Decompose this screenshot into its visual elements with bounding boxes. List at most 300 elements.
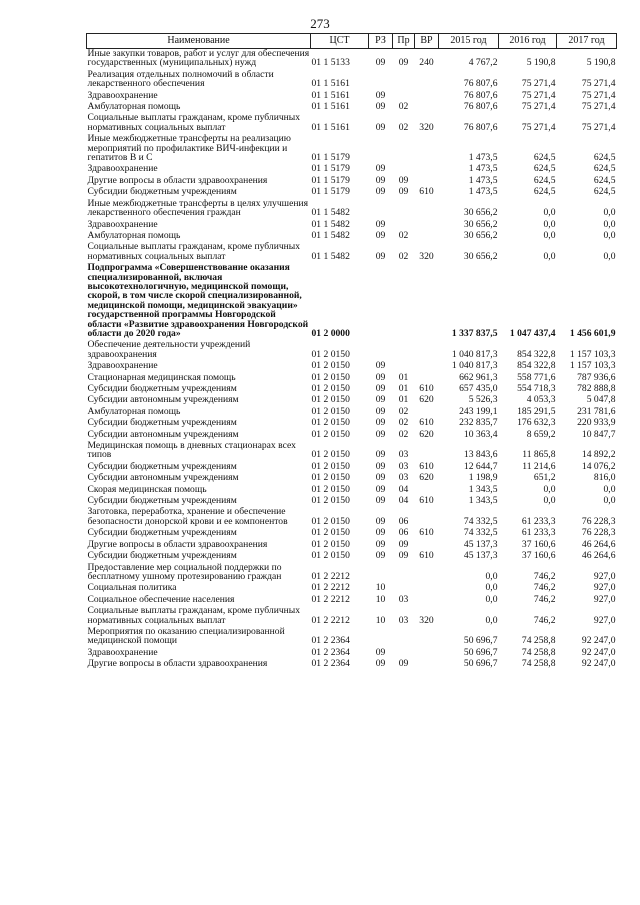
table-row [87,199,617,220]
row-rz: 09 [375,449,386,461]
table-row [87,528,617,539]
row-vr [415,231,439,242]
row-value-2015: 1 343,5 [468,495,498,507]
row-value-2017: 231 781,6 [577,405,616,417]
row-rz [369,263,393,340]
row-value-2017: 92 247,0 [581,635,616,647]
row-rz: 09 [375,483,386,495]
row-vr: 320 [419,121,434,133]
row-value-2016: 11 865,8 [522,449,556,461]
row-cst: 01 2 0150 [311,449,350,461]
row-rz: 09 [375,250,386,262]
row-value-2016: 624,5 [533,163,556,175]
row-value-2017: 624,5 [593,174,616,186]
row-value-2015: 50 696,7 [463,658,498,670]
row-cst: 01 1 5482 [311,218,350,230]
row-value-2016: 746,2 [533,593,556,605]
row-value-2016: 185 291,5 [517,405,556,417]
table-row [87,563,617,584]
page-number: 273 [310,16,330,31]
row-vr: 610 [419,460,434,472]
row-value-2017: 76 228,3 [581,515,616,527]
row-name: Здравоохранение [87,218,158,230]
row-value-2017: 76 228,3 [581,527,616,539]
row-pr [393,340,415,361]
row-rz: 09 [375,174,386,186]
row-value-2016: 11 214,6 [522,460,556,472]
row-value-2017: 624,5 [593,163,616,175]
row-vr [415,340,439,361]
row-name: Субсидии бюджетным учреждениям [87,417,237,429]
row-cst: 01 2 2212 [311,570,350,582]
row-cst: 01 2 2364 [311,635,350,647]
row-pr: 04 [398,483,409,495]
row-value-2016: 176 632,3 [517,417,556,429]
row-value-2015: 5 526,3 [468,394,498,406]
row-pr: 02 [398,417,409,429]
row-pr: 03 [398,614,409,626]
row-value-2017: 1 157 103,3 [569,360,616,372]
row-rz: 09 [375,89,386,101]
row-value-2016: 558 771,6 [517,371,556,383]
row-cst: 01 2 0150 [311,383,350,394]
row-value-2017: 75 271,4 [581,101,616,113]
row-value-2015: 50 696,7 [463,635,498,647]
row-value-2017: 5 047,8 [586,394,616,406]
row-value-2017: 75 271,4 [581,89,616,101]
row-cst: 01 1 5482 [311,207,350,219]
row-value-2017: 46 264,6 [581,538,616,550]
row-value-2015: 30 656,2 [463,250,498,262]
row-name: Социальные выплаты гражданам, кроме публичных нормативных социальных выплат [87,241,301,262]
row-cst: 01 2 0150 [311,527,350,539]
row-value-2016: 746,2 [533,582,556,594]
row-value-2017: 624,5 [593,186,616,198]
row-vr [415,563,439,584]
row-vr [415,102,439,113]
row-pr: 09 [398,174,409,186]
row-value-2017: 1 456 601,9 [569,327,616,339]
row-vr [415,627,439,648]
row-value-2015: 13 843,6 [463,449,498,461]
row-cst: 01 2 2212 [311,593,350,605]
row-cst: 01 2 0150 [311,515,350,527]
row-value-2015: 10 363,4 [463,428,498,440]
row-vr: 240 [419,57,434,69]
row-cst: 01 2 2364 [311,646,350,658]
row-name: Социальные выплаты гражданам, кроме публичных нормативных социальных выплат [87,112,301,133]
row-cst: 01 1 5179 [311,174,350,186]
row-cst: 01 1 5179 [311,186,350,198]
row-value-2015: 0,0 [485,582,498,594]
row-value-2015: 74 332,5 [463,515,498,527]
header-name: Наименование [87,34,311,49]
row-rz: 09 [375,394,386,406]
row-name: Субсидии автономным учреждениям [87,472,239,484]
row-value-2016: 37 160,6 [521,538,556,550]
row-name: Скорая медицинская помощь [87,483,207,495]
row-value-2017: 14 076,2 [581,460,616,472]
table-row [87,473,617,484]
row-rz: 09 [375,495,386,507]
row-name: Амбулаторная помощь [87,101,181,113]
row-rz: 09 [375,121,386,133]
row-rz: 09 [375,538,386,550]
row-name: Субсидии бюджетным учреждениям [87,186,237,198]
row-name: Здравоохранение [87,163,158,175]
row-value-2016: 0,0 [543,483,556,495]
row-vr [415,199,439,220]
row-cst: 01 2 0150 [311,360,350,372]
row-name: Медицинская помощь в дневных стационарах всех типов [87,440,296,461]
row-cst: 01 2 0150 [311,417,350,429]
row-rz: 09 [375,218,386,230]
row-value-2016: 74 258,8 [521,646,556,658]
row-name: Здравоохранение [87,646,158,658]
table-row [87,606,617,627]
row-rz: 09 [375,405,386,417]
row-value-2016: 74 258,8 [521,635,556,647]
row-cst: 01 2 0150 [311,538,350,550]
row-name: Мероприятия по оказанию специализированной медицинской помощи [87,625,285,647]
row-value-2015: 232 835,7 [459,417,498,429]
row-value-2017: 816,0 [593,472,616,484]
row-value-2015: 76 807,6 [463,121,498,133]
row-value-2015: 76 807,6 [463,78,498,90]
row-pr: 03 [398,593,409,605]
row-vr [415,659,439,670]
row-rz [369,70,393,91]
row-rz: 09 [375,417,386,429]
row-rz: 09 [375,515,386,527]
row-value-2016: 75 271,4 [521,89,556,101]
row-pr [393,563,415,584]
row-value-2017: 5 190,8 [586,57,616,69]
row-pr [393,583,415,594]
table-row [87,507,617,528]
row-value-2016: 624,5 [533,186,556,198]
row-name: Другие вопросы в области здравоохранения [87,538,268,550]
table-row [87,134,617,164]
row-value-2016: 0,0 [543,218,556,230]
row-rz: 09 [375,360,386,372]
row-cst: 01 2 0150 [311,371,350,383]
row-pr: 09 [398,186,409,198]
table-row [87,70,617,91]
row-value-2016: 75 271,4 [521,78,556,90]
row-vr [415,91,439,102]
row-pr: 09 [398,550,409,562]
row-value-2015: 30 656,2 [463,218,498,230]
row-value-2016: 746,2 [533,614,556,626]
row-pr [393,263,415,340]
row-vr: 610 [419,383,434,394]
row-cst: 01 2 0150 [311,348,350,360]
row-value-2016: 74 258,8 [521,658,556,670]
row-pr: 03 [398,449,409,461]
row-value-2016: 75 271,4 [521,101,556,113]
row-value-2015: 45 137,3 [463,538,498,550]
table-row [87,187,617,198]
header-rz: РЗ [369,34,393,49]
table-row [87,441,617,462]
row-cst: 01 1 5133 [311,57,350,69]
row-pr: 04 [398,495,409,507]
table-row [87,263,617,340]
row-name: Социальная политика [87,582,177,594]
row-cst: 01 1 5161 [311,78,350,90]
row-vr [415,583,439,594]
row-value-2015: 1 343,5 [468,483,498,495]
row-value-2017: 787 936,6 [577,371,616,383]
row-name: Заготовка, переработка, хранение и обеспечение безопасности донорской крови и ее компонентов [87,506,288,527]
row-vr [415,595,439,606]
row-rz [369,134,393,164]
row-value-2016: 0,0 [543,250,556,262]
row-rz: 10 [375,614,386,626]
row-value-2016: 854 322,8 [517,348,556,360]
row-pr: 09 [398,658,409,670]
row-value-2017: 927,0 [593,582,616,594]
row-pr: 02 [398,101,409,113]
row-cst: 01 2 0150 [311,428,350,440]
row-value-2015: 1 473,5 [468,152,498,164]
row-cst: 01 1 5482 [311,250,350,262]
row-value-2017: 0,0 [603,495,616,507]
row-pr: 01 [398,371,409,383]
row-pr [393,199,415,220]
row-rz: 09 [375,57,386,69]
row-name: Субсидии бюджетным учреждениям [87,495,237,507]
row-value-2015: 1 198,9 [468,472,498,484]
table-row [87,49,617,70]
row-value-2017: 220 933,9 [577,417,616,429]
row-pr: 09 [398,538,409,550]
row-value-2016: 8 659,2 [526,428,556,440]
table-row [87,659,617,670]
row-value-2016: 554 718,3 [517,383,556,394]
row-pr: 06 [398,527,409,539]
row-value-2016: 746,2 [533,570,556,582]
row-value-2015: 662 961,3 [459,371,498,383]
row-value-2017: 0,0 [603,250,616,262]
row-name: Предоставление мер социальной поддержки по бесплатному ушному протезированию граждан [87,561,282,582]
row-cst: 01 2 0150 [311,550,350,562]
row-cst: 01 1 5482 [311,229,350,241]
row-value-2016: 61 233,3 [521,515,556,527]
table-row [87,418,617,429]
table-row [87,242,617,263]
row-vr [415,263,439,340]
row-value-2015: 1 473,5 [468,186,498,198]
row-value-2015: 50 696,7 [463,646,498,658]
row-cst: 01 2 0150 [311,405,350,417]
row-value-2017: 0,0 [603,218,616,230]
table-row [87,583,617,594]
row-name: Другие вопросы в области здравоохранения [87,174,268,186]
row-value-2015: 0,0 [485,570,498,582]
row-value-2017: 10 847,7 [581,428,616,440]
row-rz: 09 [375,229,386,241]
row-pr [393,627,415,648]
row-cst: 01 1 5179 [311,163,350,175]
row-name: Стационарная медицинская помощь [87,371,236,383]
row-vr [415,441,439,462]
row-value-2017: 927,0 [593,593,616,605]
row-pr: 02 [398,250,409,262]
row-vr: 610 [419,417,434,429]
row-name: Субсидии бюджетным учреждениям [87,460,237,472]
table-body [87,49,617,671]
row-value-2017: 92 247,0 [581,658,616,670]
row-value-2016: 651,2 [533,472,556,484]
table-row [87,340,617,361]
row-vr: 320 [419,614,434,626]
row-rz: 09 [375,527,386,539]
row-name: Подпрограмма «Совершенствование оказания специализированной, включая высокотехнологичную, медицинской помощи, скорой, в том числе скорой специализированной, медицинской помощи, медицинской эвакуации» государственной программы Новгородской области «Развитие здравоохранения Новгородской области до 2020 года» [87,262,309,339]
row-name: Амбулаторная помощь [87,229,181,241]
table-row [87,361,617,372]
row-pr: 02 [398,428,409,440]
row-vr: 320 [419,250,434,262]
row-value-2015: 30 656,2 [463,229,498,241]
row-value-2016: 61 233,3 [521,527,556,539]
row-value-2015: 76 807,6 [463,101,498,113]
row-cst: 01 2 0000 [311,327,350,339]
row-vr [415,70,439,91]
header-cst: ЦСТ [311,34,369,49]
row-rz: 09 [375,460,386,472]
row-rz: 09 [375,383,386,394]
row-rz: 09 [375,163,386,175]
row-value-2015: 243 199,1 [459,405,498,417]
row-vr [415,164,439,175]
row-rz [369,199,393,220]
row-rz: 10 [375,593,386,605]
row-value-2016: 624,5 [533,152,556,164]
row-name: Реализация отдельных полномочий в области лекарственного обеспечения [87,68,274,90]
row-rz: 09 [375,472,386,484]
row-value-2017: 46 264,6 [581,550,616,562]
row-value-2016: 5 190,8 [526,57,556,69]
row-pr: 03 [398,460,409,472]
row-value-2017: 927,0 [593,614,616,626]
row-name: Иные межбюджетные трансферты в целях улучшения лекарственного обеспечения граждан [87,197,309,219]
row-vr: 610 [419,495,434,507]
row-vr [415,134,439,164]
row-name: Субсидии бюджетным учреждениям [87,383,237,394]
row-rz: 09 [375,101,386,113]
row-name: Субсидии бюджетным учреждениям [87,550,237,562]
row-vr: 610 [419,527,434,539]
row-value-2015: 0,0 [485,593,498,605]
header-2015: 2015 год [439,34,499,49]
row-vr [415,507,439,528]
row-rz: 09 [375,186,386,198]
row-name: Здравоохранение [87,89,158,101]
row-value-2017: 624,5 [593,152,616,164]
header-pr: Пр [393,34,415,49]
row-pr: 01 [398,394,409,406]
row-vr: 610 [419,550,434,562]
row-value-2015: 45 137,3 [463,550,498,562]
row-vr [415,220,439,231]
row-pr: 06 [398,515,409,527]
row-cst: 01 2 2364 [311,658,350,670]
row-vr [415,361,439,372]
row-value-2017: 92 247,0 [581,646,616,658]
row-rz: 09 [375,646,386,658]
row-value-2015: 1 040 817,3 [451,360,498,372]
row-pr [393,134,415,164]
row-cst: 01 1 5161 [311,101,350,113]
row-name: Субсидии бюджетным учреждениям [87,527,237,539]
row-rz [369,340,393,361]
row-rz [369,563,393,584]
header-vr: ВР [415,34,439,49]
table-header-row [87,34,617,49]
row-value-2015: 1 337 837,5 [451,327,498,339]
row-value-2017: 0,0 [603,207,616,219]
row-cst: 01 1 5179 [311,152,350,164]
row-cst: 01 2 2212 [311,614,350,626]
row-value-2017: 0,0 [603,483,616,495]
row-value-2015: 0,0 [485,614,498,626]
row-pr: 02 [398,229,409,241]
row-vr: 620 [419,394,434,406]
row-value-2015: 30 656,2 [463,207,498,219]
row-pr: 02 [398,121,409,133]
row-value-2017: 0,0 [603,229,616,241]
row-rz: 09 [375,428,386,440]
row-name: Социальные выплаты гражданам, кроме публичных нормативных социальных выплат [87,605,301,626]
row-value-2016: 0,0 [543,229,556,241]
table-row [87,113,617,134]
row-pr: 01 [398,383,409,394]
table-row [87,551,617,562]
row-rz: 09 [375,658,386,670]
row-name: Субсидии автономным учреждениям [87,394,239,406]
row-value-2017: 927,0 [593,570,616,582]
row-cst: 01 2 0150 [311,495,350,507]
row-value-2015: 1 473,5 [468,174,498,186]
row-value-2015: 657 435,0 [459,383,498,394]
row-name: Амбулаторная помощь [87,405,181,417]
row-cst: 01 2 0150 [311,472,350,484]
row-name: Иные закупки товаров, работ и услуг для обеспечения государственных (муниципальных) нужд [87,48,310,69]
row-rz: 09 [375,371,386,383]
header-2017: 2017 год [557,34,617,49]
row-cst: 01 1 5161 [311,89,350,101]
header-2016: 2016 год [499,34,557,49]
row-value-2015: 12 644,7 [463,460,498,472]
row-name: Социальное обеспечение населения [87,593,235,605]
row-cst: 01 1 5161 [311,121,350,133]
row-value-2017: 1 157 103,3 [569,348,616,360]
row-cst: 01 2 0150 [311,460,350,472]
row-rz: 09 [375,550,386,562]
row-vr: 610 [419,186,434,198]
row-cst: 01 2 0150 [311,483,350,495]
row-value-2015: 1 473,5 [468,163,498,175]
row-rz: 10 [375,582,386,594]
row-name: Субсидии автономным учреждениям [87,428,239,440]
row-pr: 03 [398,472,409,484]
row-value-2016: 0,0 [543,495,556,507]
row-value-2017: 782 888,8 [577,383,616,394]
table-row [87,627,617,648]
row-value-2015: 76 807,6 [463,89,498,101]
